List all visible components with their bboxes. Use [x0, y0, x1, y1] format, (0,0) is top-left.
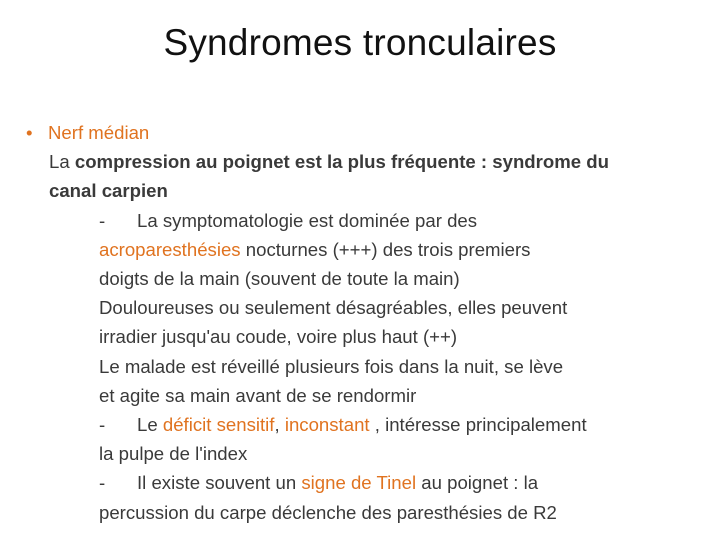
item2-line-1: [26, 410, 706, 439]
dash-marker: -: [99, 209, 106, 231]
item2-accent-2: inconstant: [284, 414, 370, 436]
dash-marker: -: [99, 472, 106, 494]
slide-title: Syndromes tronculaires: [163, 22, 557, 63]
heading-text: Nerf médian: [48, 122, 150, 143]
item1-text-1: La symptomatologie est dominée par des: [137, 209, 478, 231]
item1-accent: acroparesthésies: [99, 238, 241, 260]
item1-line-5: irradier jusqu'au coude, voire plus haut (++): [99, 326, 458, 348]
intro-line-1: [26, 147, 706, 176]
item2-text-a: Le: [137, 414, 163, 436]
item1-line-4: Douloureuses ou seulement désagréables, elles peuvent: [99, 297, 568, 319]
item2-line-2: la pulpe de l'index: [99, 443, 248, 465]
item1-line-7: et agite sa main avant de se rendormir: [99, 384, 417, 406]
item2-accent-1: déficit sensitif: [162, 414, 275, 436]
intro-text: La: [49, 151, 75, 173]
item3-line-2: percussion du carpe déclenche des paresthésies de R2: [99, 501, 557, 523]
bullet-icon: •: [26, 122, 33, 143]
item1-line-2: [26, 235, 706, 264]
item1-text-2: nocturnes (+++) des trois premiers: [240, 238, 531, 260]
item2-text-b: ,: [274, 414, 285, 436]
item3-text-a: Il existe souvent un: [137, 472, 302, 494]
item1-line-6: Le malade est réveillé plusieurs fois dans la nuit, se lève: [99, 355, 564, 377]
slide-body: [26, 118, 706, 527]
intro-bold-2: canal carpien: [49, 180, 168, 202]
bullet-heading: [26, 118, 706, 147]
intro-line-2: [26, 176, 706, 205]
item3-line-1: [26, 468, 706, 497]
intro-bold-1: compression au poignet est la plus fréquente : syndrome du: [74, 151, 610, 173]
item1-line-1: [26, 206, 706, 235]
dash-marker: -: [99, 414, 106, 436]
item3-text-b: au poignet : la: [416, 472, 539, 494]
item3-accent: signe de Tinel: [301, 472, 417, 494]
item2-text-c: , intéresse principalement: [369, 414, 587, 436]
item1-line-3: doigts de la main (souvent de toute la main): [99, 268, 460, 290]
